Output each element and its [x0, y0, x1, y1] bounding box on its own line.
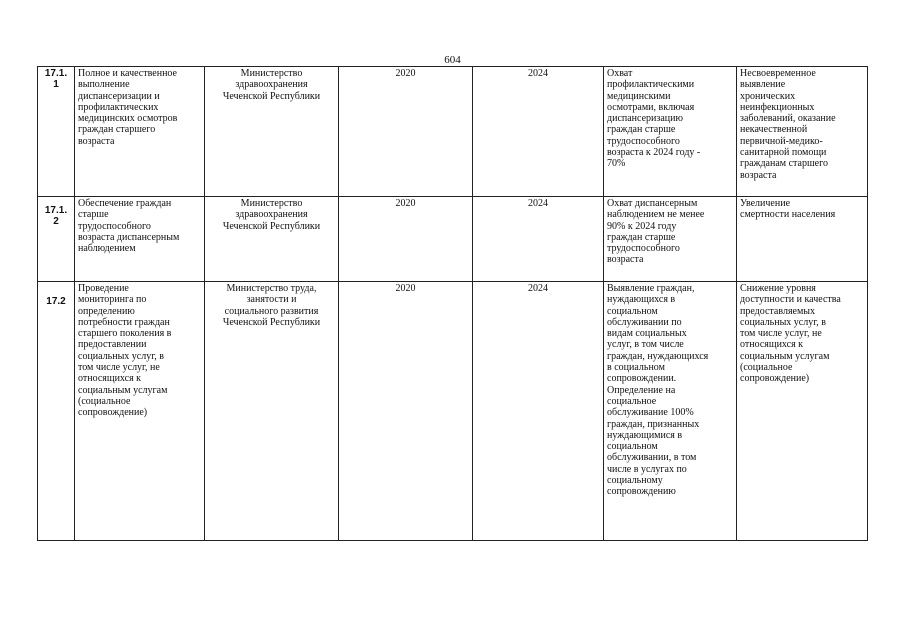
consequence-cell: Увеличение смертности населения	[737, 197, 868, 282]
end-year-cell: 2024	[473, 197, 604, 282]
end-year-cell: 2024	[473, 67, 604, 197]
row-number: 17.1. 2	[38, 197, 75, 282]
executor-cell: Министерство здравоохранения Чеченской Республики	[205, 197, 339, 282]
row-number: 17.2	[38, 282, 75, 541]
result-cell: Охват диспансерным наблюдением не менее 90% к 2024 году граждан старше трудоспособного возраста	[604, 197, 737, 282]
table-row	[38, 282, 868, 541]
row-number: 17.1. 1	[38, 67, 75, 197]
table-row	[38, 67, 868, 197]
table-row	[38, 197, 868, 282]
activity-cell: Полное и качественное выполнение диспансеризации и профилактических медицинских осмотров граждан старшего возраста	[75, 67, 205, 197]
consequence-cell: Несвоевременное выявление хронических неинфекционных заболеваний, оказание некачественной первичной-медико- санитарной помощи гражданам старшего возраста	[737, 67, 868, 197]
start-year-cell: 2020	[339, 67, 473, 197]
page-number: 604	[444, 54, 461, 66]
activity-cell: Обеспечение граждан старше трудоспособного возраста диспансерным наблюдением	[75, 197, 205, 282]
measures-table	[37, 66, 868, 541]
start-year-cell: 2020	[339, 282, 473, 541]
start-year-cell: 2020	[339, 197, 473, 282]
consequence-cell: Снижение уровня доступности и качества предоставляемых социальных услуг, в том числе услуг, не относящихся к социальным услугам (социальное сопровождение)	[737, 282, 868, 541]
result-cell: Охват профилактическими медицинскими осмотрами, включая диспансеризацию граждан старше трудоспособного возраста к 2024 году - 70%	[604, 67, 737, 197]
result-cell: Выявление граждан, нуждающихся в социальном обслуживании по видам социальных услуг, в том числе граждан, нуждающихся в социальном сопровождении. Определение на социальное обслуживание 100% граждан, признанных нуждающимися в социальном обслуживании, в том числе в услугах по социальному сопровождению	[604, 282, 737, 541]
end-year-cell: 2024	[473, 282, 604, 541]
executor-cell: Министерство труда, занятости и социального развития Чеченской Республики	[205, 282, 339, 541]
activity-cell: Проведение мониторинга по определению потребности граждан старшего поколения в предоставлении социальных услуг, в том числе услуг, не относящихся к социальным услугам (социальное сопровождение)	[75, 282, 205, 541]
executor-cell: Министерство здравоохранения Чеченской Республики	[205, 67, 339, 197]
